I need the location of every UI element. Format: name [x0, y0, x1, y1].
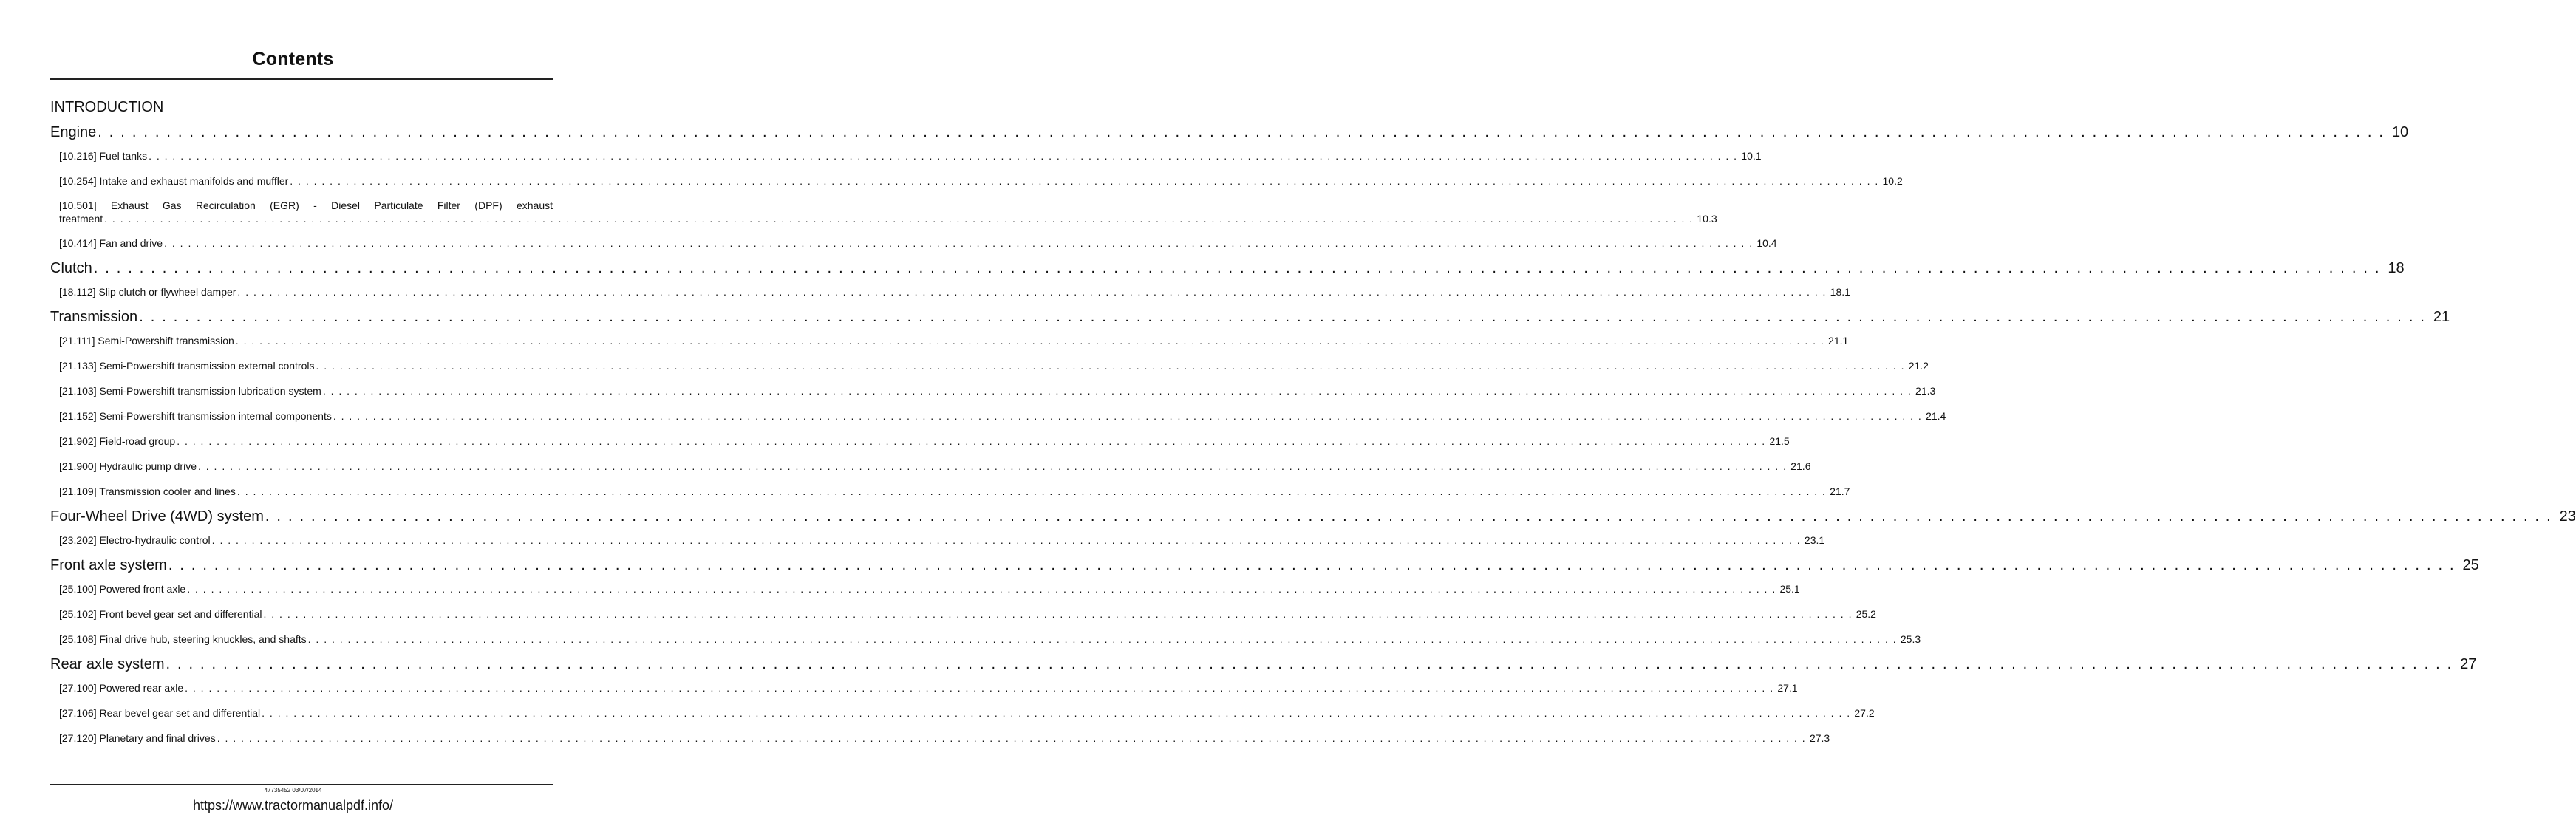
- item-page-number: 25.3: [1900, 633, 1921, 645]
- item-page-number: 10.4: [1756, 237, 1777, 249]
- dot-leader: . . . . . . . . . . . . . . . . . . . . . . . . . . . . . . . . . . . . . . . . . . . . . . . . . . . . . . . . . . . . . . . . . . . . . . . . . . . . . . . . . . . . . . . . . . . . . . . . . . . . . . . . . . . . . . . . . . . . . . . . . . . . . . . . . . . . . . . . . . . . . . . . . . . . . . . . . . . . . . . . . . . . . . . . . . . . . . . . . . . . . . . . . . . . . . . . . . . . . . . .: [211, 534, 1802, 546]
- section-label: Clutch: [50, 260, 92, 276]
- toc-item[interactable]: [59, 168, 1903, 194]
- toc-section-3[interactable]: [50, 505, 2576, 528]
- section-page-number: 23: [2559, 508, 2576, 525]
- dot-leader: . . . . . . . . . . . . . . . . . . . . . . . . . . . . . . . . . . . . . . . . . . . . . . . . . . . . . . . . . . . . . . . . . . . . . . . . . . . . . . . . . . . . . . . . . . . . . . . . . . . . . . . . . . . . . . . . . . . . . . . . . . . . . . . . . . . . . . . . . . . . . . . . . . . . . . . . . . . . . . . . . . . . . . . . . . . . . . . . . . . . . . . . . . . . . . . . . . . . . . . .: [139, 309, 2427, 325]
- dot-leader: . . . . . . . . . . . . . . . . . . . . . . . . . . . . . . . . . . . . . . . . . . . . . . . . . . . . . . . . . . . . . . . . . . . . . . . . . . . . . . . . . . . . . . . . . . . . . . . . . . . . . . . . . . . . . . . . . . . . . . . . . . . . . . . . . . . . . . . . . . . . . . . . . . . . . . . . . . . . . . . . . . . . . . . . . . . . . . . . . . . . . . . . . . . . . . . . . . . . . . . .: [217, 732, 1807, 744]
- dot-leader: . . . . . . . . . . . . . . . . . . . . . . . . . . . . . . . . . . . . . . . . . . . . . . . . . . . . . . . . . . . . . . . . . . . . . . . . . . . . . . . . . . . . . . . . . . . . . . . . . . . . . . . . . . . . . . . . . . . . . . . . . . . . . . . . . . . . . . . . . . . . . . . . . . . . . . . . . . . . . . . . . . . . . . . . . . . . . . . . . . . . . . . . . . . . . . . . . . . . . . . .: [177, 435, 1766, 447]
- item-label: [25.100] Powered front axle: [59, 583, 186, 595]
- toc-item[interactable]: [59, 675, 1798, 700]
- section-page-number: 27: [2460, 656, 2477, 672]
- item-label-line2-row: [59, 212, 1717, 225]
- dot-leader: . . . . . . . . . . . . . . . . . . . . . . . . . . . . . . . . . . . . . . . . . . . . . . . . . . . . . . . . . . . . . . . . . . . . . . . . . . . . . . . . . . . . . . . . . . . . . . . . . . . . . . . . . . . . . . . . . . . . . . . . . . . . . . . . . . . . . . . . . . . . . . . . . . . . . . . . . . . . . . . . . . . . . . . . . . . . . . . . . . . . . . . . . . . . . . . . . . . . . . . .: [322, 385, 1912, 397]
- toc-section-5[interactable]: [50, 653, 2477, 675]
- item-label: [21.900] Hydraulic pump drive: [59, 460, 197, 472]
- toc-item[interactable]: [59, 479, 1850, 504]
- dot-leader: . . . . . . . . . . . . . . . . . . . . . . . . . . . . . . . . . . . . . . . . . . . . . . . . . . . . . . . . . . . . . . . . . . . . . . . . . . . . . . . . . . . . . . . . . . . . . . . . . . . . . . . . . . . . . . . . . . . . . . . . . . . . . . . . . . . . . . . . . . . . . . . . . . . . . . . . . . . . . . . . . . . . . . . . . . . . . . . . . . . . . . . . . . . . . . . . . . . . . . . .: [265, 508, 2552, 525]
- table-of-contents: [50, 96, 2576, 751]
- dot-leader: . . . . . . . . . . . . . . . . . . . . . . . . . . . . . . . . . . . . . . . . . . . . . . . . . . . . . . . . . . . . . . . . . . . . . . . . . . . . . . . . . . . . . . . . . . . . . . . . . . . . . . . . . . . . . . . . . . . . . . . . . . . . . . . . . . . . . . . . . . . . . . . . . . . . . . . . . . . . . . . . . . . . . . . . . . . . . . . . . . . . . . . . . . . . . . . . . . . . . . . .: [262, 707, 1851, 719]
- item-page-number: 18.1: [1830, 286, 1850, 298]
- dot-leader: . . . . . . . . . . . . . . . . . . . . . . . . . . . . . . . . . . . . . . . . . . . . . . . . . . . . . . . . . . . . . . . . . . . . . . . . . . . . . . . . . . . . . . . . . . . . . . . . . . . . . . . . . . . . . . . . . . . . . . . . . . . . . . . . . . . . . . . . . . . . . . . . . . . . . . . . . . . . . . . . . . . . . . . . . . . . . . . . . . . . . . . . . . . . . . . . . . . . . . . .: [307, 633, 1898, 645]
- item-label: [23.202] Electro-hydraulic control: [59, 534, 211, 546]
- item-page-number: 10.2: [1882, 175, 1903, 187]
- toc-item[interactable]: [59, 454, 1811, 479]
- section-label: Transmission: [50, 309, 138, 325]
- item-label-line2: treatment: [59, 213, 103, 225]
- dot-leader: . . . . . . . . . . . . . . . . . . . . . . . . . . . . . . . . . . . . . . . . . . . . . . . . . . . . . . . . . . . . . . . . . . . . . . . . . . . . . . . . . . . . . . . . . . . . . . . . . . . . . . . . . . . . . . . . . . . . . . . . . . . . . . . . . . . . . . . . . . . . . . . . . . . . . . . . . . . . . . . . . . . . . . . . . . . . . . . . . . . . . . . . . . . . . . . . . . . . . . . .: [236, 485, 1827, 497]
- top-divider: [50, 78, 553, 80]
- dot-leader: . . . . . . . . . . . . . . . . . . . . . . . . . . . . . . . . . . . . . . . . . . . . . . . . . . . . . . . . . . . . . . . . . . . . . . . . . . . . . . . . . . . . . . . . . . . . . . . . . . . . . . . . . . . . . . . . . . . . . . . . . . . . . . . . . . . . . . . . . . . . . . . . . . . . . . . . . . . . . . . . . . . . . . . . . . . . . . . . . . . . . . . . . . . . . . . . . . . . . . . .: [316, 360, 1905, 372]
- dot-leader: . . . . . . . . . . . . . . . . . . . . . . . . . . . . . . . . . . . . . . . . . . . . . . . . . . . . . . . . . . . . . . . . . . . . . . . . . . . . . . . . . . . . . . . . . . . . . . . . . . . . . . . . . . . . . . . . . . . . . . . . . . . . . . . . . . . . . . . . . . . . . . . . . . . . . . . . . . . . . . . . . . . . . . . . . . . . . . . . . . . . . . . . . . . . . . . . . . . . . . . .: [166, 656, 2453, 672]
- dot-leader: . . . . . . . . . . . . . . . . . . . . . . . . . . . . . . . . . . . . . . . . . . . . . . . . . . . . . . . . . . . . . . . . . . . . . . . . . . . . . . . . . . . . . . . . . . . . . . . . . . . . . . . . . . . . . . . . . . . . . . . . . . . . . . . . . . . . . . . . . . . . . . . . . . . . . . . . . . . . . . . . . . . . . . . . . . . . . . . . . . . . . . . . . . . . . . . . . . . . . . . .: [198, 460, 1788, 472]
- toc-section-1[interactable]: [50, 257, 2405, 279]
- dot-leader: . . . . . . . . . . . . . . . . . . . . . . . . . . . . . . . . . . . . . . . . . . . . . . . . . . . . . . . . . . . . . . . . . . . . . . . . . . . . . . . . . . . . . . . . . . . . . . . . . . . . . . . . . . . . . . . . . . . . . . . . . . . . . . . . . . . . . . . . . . . . . . . . . . . . . . . . . . . . . . . . . . . . . . . . . . . . . . . . . . . . . . . . . . . . . . . . . . . . . . . .: [333, 410, 1923, 422]
- section-label: Front axle system: [50, 557, 167, 573]
- page-title: Contents: [252, 49, 334, 69]
- item-label: [10.254] Intake and exhaust manifolds and muffler: [59, 175, 289, 187]
- toc-section-4[interactable]: [50, 554, 2479, 576]
- item-page-number: 27.1: [1777, 682, 1798, 694]
- toc-item[interactable]: [59, 700, 1875, 726]
- section-page-number: 21: [2433, 309, 2450, 325]
- bottom-divider: [50, 784, 553, 785]
- dot-leader: . . . . . . . . . . . . . . . . . . . . . . . . . . . . . . . . . . . . . . . . . . . . . . . . . . . . . . . . . . . . . . . . . . . . . . . . . . . . . . . . . . . . . . . . . . . . . . . . . . . . . . . . . . . . . . . . . . . . . . . . . . . . . . . . . . . . . . . . . . . . . . . . . . . . . . . . . . . . . . . . . . . . . . . . . . . . . . . . . . . . . . . . . . . . . . . . . . . . . . . .: [187, 583, 1776, 595]
- toc-item[interactable]: [59, 528, 1825, 553]
- item-label: [21.103] Semi-Powershift transmission lubrication system: [59, 385, 321, 397]
- dot-leader: . . . . . . . . . . . . . . . . . . . . . . . . . . . . . . . . . . . . . . . . . . . . . . . . . . . . . . . . . . . . . . . . . . . . . . . . . . . . . . . . . . . . . . . . . . . . . . . . . . . . . . . . . . . . . . . . . . . . . . . . . . . . . . . . . . . . . . . . . . . . . . . . . . . . . . . . . . . . . . . . . . . . . . . . . . . . . . . . . . . . . . . . . . . . . . . . . . . . . . . .: [98, 124, 2385, 140]
- item-page-number: 21.5: [1769, 435, 1790, 447]
- item-label: [27.120] Planetary and final drives: [59, 732, 216, 744]
- item-label: [18.112] Slip clutch or flywheel damper: [59, 286, 236, 298]
- item-page-number: 27.2: [1854, 707, 1875, 719]
- item-label: [10.414] Fan and drive: [59, 237, 163, 249]
- item-page-number: 23.1: [1804, 534, 1825, 546]
- toc-section-2[interactable]: [50, 306, 2450, 328]
- toc-item[interactable]: [59, 726, 1830, 751]
- item-label: [21.902] Field-road group: [59, 435, 176, 447]
- dot-leader: . . . . . . . . . . . . . . . . . . . . . . . . . . . . . . . . . . . . . . . . . . . . . . . . . . . . . . . . . . . . . . . . . . . . . . . . . . . . . . . . . . . . . . . . . . . . . . . . . . . . . . . . . . . . . . . . . . . . . . . . . . . . . . . . . . . . . . . . . . . . . . . . . . . . . . . . . . . . . . . . . . . . . . . . . . . . . . . . . . . . . . . . . . . . . . . . . . . . . . . .: [168, 557, 2456, 573]
- dot-leader: . . . . . . . . . . . . . . . . . . . . . . . . . . . . . . . . . . . . . . . . . . . . . . . . . . . . . . . . . . . . . . . . . . . . . . . . . . . . . . . . . . . . . . . . . . . . . . . . . . . . . . . . . . . . . . . . . . . . . . . . . . . . . . . . . . . . . . . . . . . . . . . . . . . . . . . . . . . . . . . . . . . . . . . . . . . . . . . . . . . . . . . . . . . . . . . . . . . . . . . .: [149, 150, 1738, 162]
- section-page-number: 10: [2391, 124, 2409, 140]
- item-label-line1: [10.501] Exhaust Gas Recirculation (EGR) - Diesel Particulate Filter (DPF) exhaust: [59, 199, 553, 211]
- item-page-number: 10.1: [1741, 150, 1762, 162]
- item-label: [10.216] Fuel tanks: [59, 150, 148, 162]
- item-page-number: 21.3: [1915, 385, 1936, 397]
- item-page-number: 25.1: [1779, 583, 1800, 595]
- toc-item[interactable]: [59, 378, 1936, 403]
- section-label: Engine: [50, 124, 97, 140]
- item-label: [27.106] Rear bevel gear set and differential: [59, 707, 261, 719]
- item-page-number: 21.2: [1908, 360, 1929, 372]
- section-page-number: 18: [2388, 260, 2405, 276]
- item-page-number: 21.6: [1790, 460, 1811, 472]
- section-label: Rear axle system: [50, 656, 165, 672]
- item-page-number: 25.2: [1856, 608, 1876, 620]
- item-page-number: 21.4: [1926, 410, 1946, 422]
- footer-url[interactable]: https://www.tractormanualpdf.info/: [192, 798, 394, 813]
- dot-leader: . . . . . . . . . . . . . . . . . . . . . . . . . . . . . . . . . . . . . . . . . . . . . . . . . . . . . . . . . . . . . . . . . . . . . . . . . . . . . . . . . . . . . . . . . . . . . . . . . . . . . . . . . . . . . . . . . . . . . . . . . . . . . . . . . . . . . . . . . . . . . . . . . . . . . . . . . . . . . . . . . . . . . . . . . . . . . . . . . . . . . . . . . . . . . . . . . . . . . . . .: [93, 260, 2381, 276]
- item-page-number: 21.7: [1830, 485, 1850, 497]
- dot-leader: . . . . . . . . . . . . . . . . . . . . . . . . . . . . . . . . . . . . . . . . . . . . . . . . . . . . . . . . . . . . . . . . . . . . . . . . . . . . . . . . . . . . . . . . . . . . . . . . . . . . . . . . . . . . . . . . . . . . . . . . . . . . . . . . . . . . . . . . . . . . . . . . . . . . . . . . . . . . . . . . . . . . . . . . . . . . . . . . . . . . . . . . . . . . . . . . . . . . . . . .: [185, 682, 1774, 694]
- item-page-number: 10.3: [1697, 213, 1717, 225]
- toc-item[interactable]: [59, 576, 1800, 601]
- toc-item[interactable]: [59, 143, 1762, 168]
- item-label: [21.133] Semi-Powershift transmission external controls: [59, 360, 315, 372]
- item-label: [27.100] Powered rear axle: [59, 682, 184, 694]
- dot-leader: . . . . . . . . . . . . . . . . . . . . . . . . . . . . . . . . . . . . . . . . . . . . . . . . . . . . . . . . . . . . . . . . . . . . . . . . . . . . . . . . . . . . . . . . . . . . . . . . . . . . . . . . . . . . . . . . . . . . . . . . . . . . . . . . . . . . . . . . . . . . . . . . . . . . . . . . . . . . . . . . . . . . . . . . . . . . . . . . . . . . . . . . . . . . . . . . . . . . . . . .: [235, 335, 1825, 347]
- item-label: [21.152] Semi-Powershift transmission internal components: [59, 410, 332, 422]
- dot-leader: . . . . . . . . . . . . . . . . . . . . . . . . . . . . . . . . . . . . . . . . . . . . . . . . . . . . . . . . . . . . . . . . . . . . . . . . . . . . . . . . . . . . . . . . . . . . . . . . . . . . . . . . . . . . . . . . . . . . . . . . . . . . . . . . . . . . . . . . . . . . . . . . . . . . . . . . . . . . . . . . . . . . . . . . . . . . . . . . . . . . . . . . . . . . . . . . . . . . . . . .: [237, 286, 1827, 298]
- toc-body: [50, 121, 2576, 751]
- toc-item[interactable]: [59, 601, 1876, 627]
- item-label: [25.102] Front bevel gear set and differential: [59, 608, 262, 620]
- section-label: Four-Wheel Drive (4WD) system: [50, 508, 264, 525]
- document-code: 47735452 03/07/2014: [264, 787, 322, 794]
- item-label: [25.108] Final drive hub, steering knuckles, and shafts: [59, 633, 307, 645]
- toc-item[interactable]: [59, 429, 1790, 454]
- dot-leader: . . . . . . . . . . . . . . . . . . . . . . . . . . . . . . . . . . . . . . . . . . . . . . . . . . . . . . . . . . . . . . . . . . . . . . . . . . . . . . . . . . . . . . . . . . . . . . . . . . . . . . . . . . . . . . . . . . . . . . . . . . . . . . . . . . . . . . . . . . . . . . . . . . . . . . . . . . . . . . . . . . . . . . . . . . . . . . . . . . . . . . . . . . . . . . . . . . . . . . . .: [104, 213, 1694, 225]
- toc-section-0[interactable]: [50, 121, 2409, 143]
- item-page-number: 21.1: [1828, 335, 1849, 347]
- intro-heading[interactable]: INTRODUCTION: [50, 99, 164, 115]
- section-page-number: 25: [2462, 557, 2479, 573]
- item-page-number: 27.3: [1809, 732, 1830, 744]
- toc-item[interactable]: [59, 279, 1850, 304]
- dot-leader: . . . . . . . . . . . . . . . . . . . . . . . . . . . . . . . . . . . . . . . . . . . . . . . . . . . . . . . . . . . . . . . . . . . . . . . . . . . . . . . . . . . . . . . . . . . . . . . . . . . . . . . . . . . . . . . . . . . . . . . . . . . . . . . . . . . . . . . . . . . . . . . . . . . . . . . . . . . . . . . . . . . . . . . . . . . . . . . . . . . . . . . . . . . . . . . . . . . . . . . .: [290, 175, 1879, 187]
- toc-item[interactable]: [59, 627, 1921, 652]
- item-label: [21.109] Transmission cooler and lines: [59, 485, 236, 497]
- toc-item[interactable]: [59, 403, 1946, 429]
- toc-item[interactable]: [59, 231, 1777, 256]
- toc-item[interactable]: [59, 353, 1929, 378]
- toc-item[interactable]: [59, 194, 1717, 231]
- dot-leader: . . . . . . . . . . . . . . . . . . . . . . . . . . . . . . . . . . . . . . . . . . . . . . . . . . . . . . . . . . . . . . . . . . . . . . . . . . . . . . . . . . . . . . . . . . . . . . . . . . . . . . . . . . . . . . . . . . . . . . . . . . . . . . . . . . . . . . . . . . . . . . . . . . . . . . . . . . . . . . . . . . . . . . . . . . . . . . . . . . . . . . . . . . . . . . . . . . . . . . . .: [263, 608, 1853, 620]
- dot-leader: . . . . . . . . . . . . . . . . . . . . . . . . . . . . . . . . . . . . . . . . . . . . . . . . . . . . . . . . . . . . . . . . . . . . . . . . . . . . . . . . . . . . . . . . . . . . . . . . . . . . . . . . . . . . . . . . . . . . . . . . . . . . . . . . . . . . . . . . . . . . . . . . . . . . . . . . . . . . . . . . . . . . . . . . . . . . . . . . . . . . . . . . . . . . . . . . . . . . . . . .: [164, 237, 1754, 249]
- item-label: [21.111] Semi-Powershift transmission: [59, 335, 234, 347]
- toc-item[interactable]: [59, 328, 1849, 353]
